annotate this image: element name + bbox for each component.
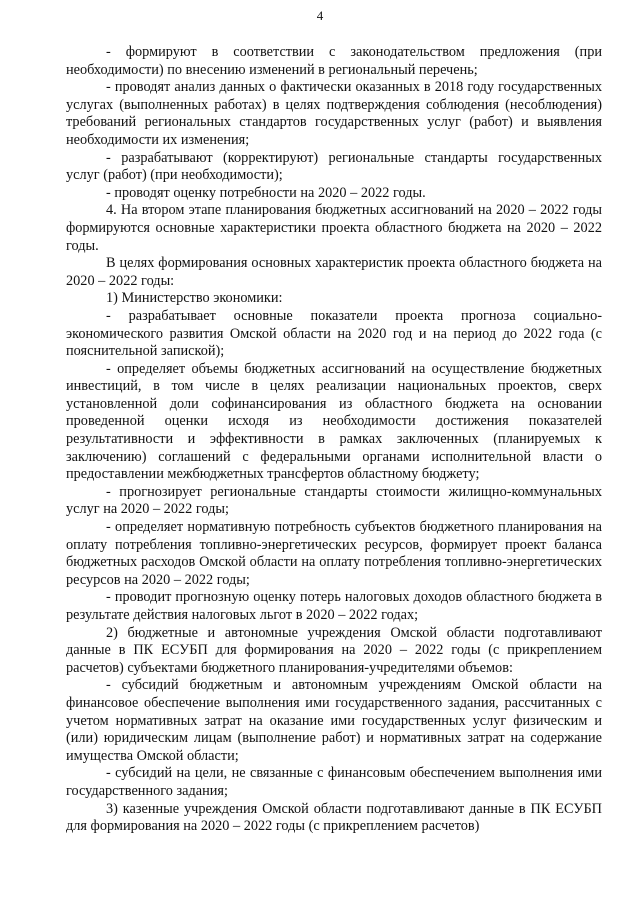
paragraph: 3) казенные учреждения Омской области подготавливают данные в ПК ЕСУБП для формирования на 2020 – 2022 годы (с прикреплением расчетов): [66, 800, 602, 835]
paragraph: - определяет нормативную потребность субъектов бюджетного планирования на оплату потребления топливно-энергетических ресурсов, формирует проект баланса бюджетных расходов Омской области на оплату потребления топливно-энергетических ресурсов на 2020 – 2022 годы;: [66, 519, 602, 588]
paragraph: - формируют в соответствии с законодательством предложения (при необходимости) по внесению изменений в региональный перечень;: [66, 44, 602, 78]
document-body: [66, 44, 602, 836]
paragraph: - проводят оценку потребности на 2020 – 2022 годы.: [106, 184, 426, 201]
paragraph: - разрабатывают (корректируют) региональные стандарты государственных услуг (работ) (при необходимости);: [66, 149, 602, 184]
paragraph: - определяет объемы бюджетных ассигнований на осуществление бюджетных инвестиций, в том числе в целях реализации национальных проектов, сверх установленной доли софинансирования из областного бюджета на основании проведенной оценки исходя из необходимости достижения показателей результативности и эффективности в рамках заключенных (планируемых к заключению) соглашений с федеральными органами исполнительной власти о предоставлении межбюджетных трансфертов областному бюджету;: [66, 360, 602, 483]
paragraph: - разрабатывает основные показатели проекта прогноза социально-экономического развития Омской области на 2020 год и на период до 2022 года (с пояснительной запиской);: [66, 307, 602, 360]
paragraph: - проводят анализ данных о фактически оказанных в 2018 году государственных услугах (выполненных работах) в целях подтверждения соблюдения (несоблюдения) требований региональных стандартов государственных услуг (работ) и выявления необходимости их изменения;: [66, 79, 602, 148]
paragraph: В целях формирования основных характеристик проекта областного бюджета на 2020 – 2022 годы:: [66, 255, 602, 289]
paragraph: - субсидий бюджетным и автономным учреждениям Омской области на финансовое обеспечение выполнения ими государственного задания, рассчитанных с учетом нормативных затрат на оказание ими государственных услуг физическим и (или) юридическим лицам (выполнение работ) и нормативных затрат на содержание имущества Омской области;: [66, 677, 602, 764]
paragraph: - прогнозирует региональные стандарты стоимости жилищно-коммунальных услуг на 2020 – 2022 годы;: [66, 483, 602, 518]
paragraph: 4. На втором этапе планирования бюджетных ассигнований на 2020 – 2022 годы формируются основные характеристики проекта областного бюджета на 2020 – 2022 годы.: [66, 202, 602, 254]
paragraph: - проводит прогнозную оценку потерь налоговых доходов областного бюджета в результате действия налоговых льгот в 2020 – 2022 годах;: [66, 589, 602, 623]
page-number: 4: [316, 8, 324, 23]
paragraph: 2) бюджетные и автономные учреждения Омской области подготавливают данные в ПК ЕСУБП для формирования на 2020 – 2022 годы (с прикреплением расчетов) субъектами бюджетного планирования-учредителями объемов:: [66, 624, 602, 676]
paragraph: 1) Министерство экономики:: [106, 290, 283, 307]
paragraph: - субсидий на цели, не связанные с финансовым обеспечением выполнения ими государственного задания;: [66, 765, 602, 799]
